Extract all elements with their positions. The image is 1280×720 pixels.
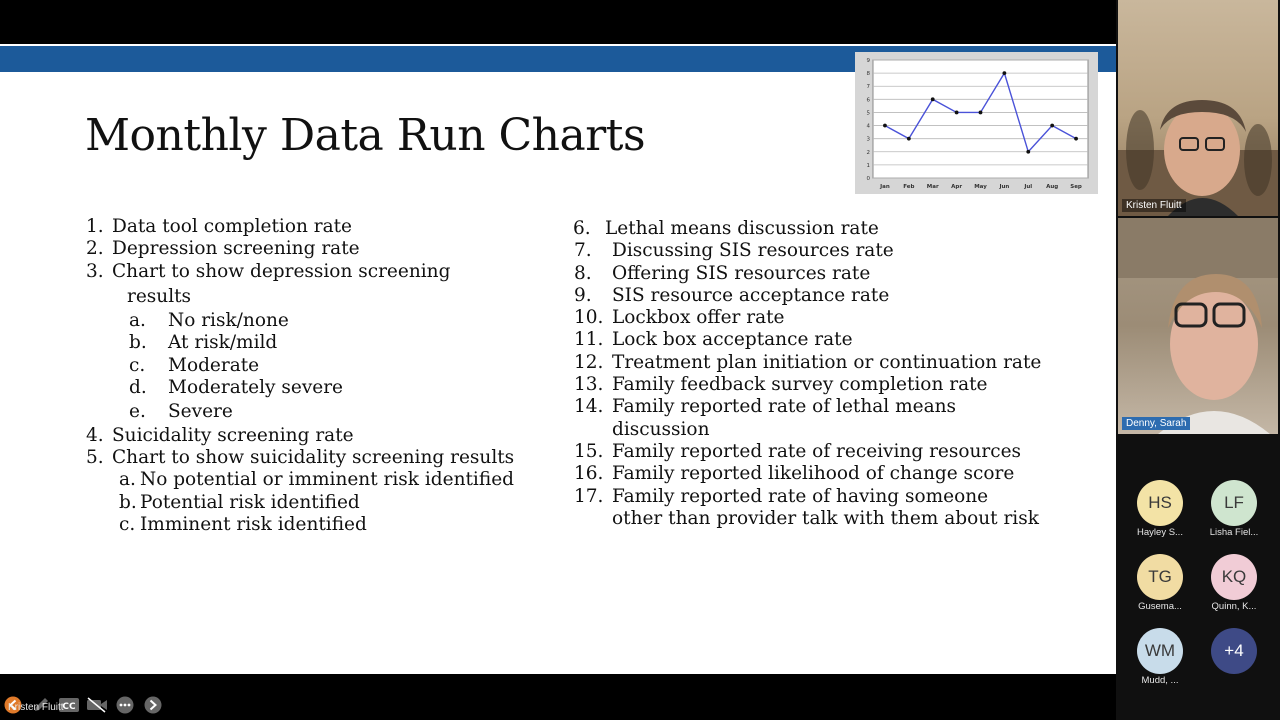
item-text: Offering SIS resources rate [612, 262, 871, 284]
y-tick-label: 9 [866, 58, 870, 64]
item-number: 14. [574, 396, 604, 418]
video-tile[interactable] [1118, 218, 1278, 434]
item-number: 11. [574, 329, 604, 351]
data-point [979, 111, 983, 115]
list-item-continuation: discussion [612, 418, 710, 440]
avatar-name: Gusema... [1138, 601, 1182, 612]
video-name-label: Denny, Sarah [1122, 417, 1190, 430]
item-text: Suicidality screening rate [112, 424, 354, 446]
item-text: Family reported rate of lethal means [612, 396, 957, 418]
y-tick-label: 1 [866, 162, 870, 169]
item-letter: c. [119, 513, 136, 535]
left-metrics-list [86, 216, 556, 536]
list-item [574, 307, 1094, 329]
list-item [86, 238, 556, 260]
item-text: SIS resource acceptance rate [612, 284, 890, 306]
y-tick-label: 4 [866, 123, 870, 130]
item-letter: c. [129, 354, 146, 376]
item-text: No potential or imminent risk identified [140, 469, 514, 491]
sub-list-item [129, 401, 556, 423]
cc-label: CC [62, 702, 76, 712]
item-text: Family reported rate of receiving resources [612, 440, 1022, 462]
item-letter: a. [129, 310, 146, 332]
list-item [574, 486, 1094, 508]
item-number: 2. [86, 238, 104, 260]
sub-list-item [119, 514, 556, 536]
avatar-initials: +4 [1211, 628, 1257, 674]
video-name-label: Kristen Fluitt [1122, 199, 1186, 212]
item-number: 10. [574, 307, 604, 329]
right-metrics-list [574, 218, 1094, 530]
presenter-name: Kristen Fluitt [8, 702, 64, 713]
sub-list-item [129, 377, 556, 399]
item-number: 12. [574, 351, 604, 373]
item-text: Data tool completion rate [112, 216, 353, 237]
list-item [574, 329, 1094, 351]
video-off-icon[interactable] [86, 694, 108, 716]
item-number: 17. [574, 485, 604, 507]
video-tile[interactable] [1118, 0, 1278, 216]
list-item [574, 374, 1094, 396]
item-text: Severe [168, 401, 233, 423]
item-letter: b. [119, 491, 137, 513]
list-item [574, 285, 1094, 307]
item-number: 9. [574, 284, 592, 306]
x-tick-label: May [974, 184, 987, 190]
item-text: Lock box acceptance rate [612, 329, 853, 351]
data-point [1002, 71, 1006, 75]
item-text: Moderate [168, 354, 260, 376]
y-tick-label: 8 [866, 71, 870, 78]
list-item [86, 216, 556, 238]
item-text: Family reported rate of having someone [612, 485, 989, 507]
x-tick-label: Sep [1070, 184, 1082, 190]
item-text: Family reported likelihood of change score [612, 463, 1015, 485]
item-text: Chart to show suicidality screening results [112, 446, 515, 468]
y-tick-label: 3 [866, 136, 870, 143]
item-number: 3. [86, 260, 104, 282]
item-number: 7. [574, 240, 592, 262]
list-item [574, 263, 1094, 285]
avatar-initials: WM [1137, 628, 1183, 674]
y-tick-label: 2 [866, 149, 870, 156]
y-tick-label: 5 [866, 110, 870, 117]
avatar-name: Hayley S... [1137, 527, 1183, 538]
list-item [574, 463, 1094, 485]
participant-avatar[interactable] [1124, 554, 1196, 612]
item-text: No risk/none [168, 310, 289, 332]
x-tick-label: Feb [903, 184, 915, 190]
item-text: Chart to show depression screening [112, 260, 451, 282]
list-item [574, 441, 1094, 463]
y-tick-label: 7 [866, 84, 870, 91]
avatar-initials: LF [1211, 480, 1257, 526]
participant-panel [1116, 0, 1280, 720]
participant-avatar[interactable] [1198, 554, 1270, 612]
data-point [1074, 137, 1078, 141]
item-number: 8. [574, 262, 592, 284]
item-letter: e. [129, 401, 146, 423]
sub-list-item [129, 310, 556, 332]
data-point [931, 97, 935, 101]
avatar-name: Lisha Fiel... [1209, 527, 1259, 538]
sub-list-item [129, 355, 556, 377]
data-point [1026, 150, 1030, 154]
item-text: Lockbox offer rate [612, 307, 785, 329]
plot-area [873, 60, 1088, 178]
slide-title: Monthly Data Run Charts [85, 110, 646, 161]
item-number: 5. [86, 446, 104, 468]
list-item [574, 352, 1094, 374]
item-letter: a. [119, 469, 136, 491]
sub-list-item [119, 492, 556, 514]
avatar-initials: KQ [1211, 554, 1257, 600]
avatar-name: Mudd, ... [1141, 675, 1179, 686]
list-item [86, 261, 556, 283]
item-text: Moderately severe [168, 377, 344, 399]
participant-avatar[interactable] [1198, 480, 1270, 538]
item-number: 1. [86, 216, 104, 237]
item-text: Potential risk identified [140, 491, 360, 513]
participant-avatar[interactable] [1124, 480, 1196, 538]
item-text: Depression screening rate [112, 238, 360, 260]
y-tick-label: 0 [866, 176, 870, 182]
item-text: At risk/mild [168, 332, 278, 354]
participant-avatar[interactable] [1124, 628, 1196, 686]
list-item-continuation: other than provider talk with them about risk [612, 507, 1039, 529]
forward-arrow-icon[interactable] [142, 694, 164, 716]
avatar-initials: HS [1137, 480, 1183, 526]
run-chart-thumbnail [855, 52, 1098, 194]
item-number: 16. [574, 463, 604, 485]
x-tick-label: Jul [1024, 184, 1033, 190]
list-item [574, 396, 1094, 418]
participant-video [1118, 218, 1278, 434]
item-number: 13. [574, 374, 604, 396]
data-point [907, 137, 911, 141]
x-tick-label: Aug [1046, 184, 1059, 190]
list-item-continuation: results [127, 285, 192, 307]
list-item [573, 218, 1094, 240]
data-point [955, 111, 959, 115]
data-point [883, 124, 887, 128]
list-item [86, 425, 556, 447]
avatar-name: Quinn, K... [1211, 601, 1257, 612]
list-item [86, 447, 556, 469]
item-text: Family feedback survey completion rate [612, 374, 988, 396]
participant-video [1118, 0, 1278, 216]
item-text: Discussing SIS resources rate [612, 240, 894, 262]
item-letter: d. [129, 377, 147, 399]
more-icon[interactable] [114, 694, 136, 716]
item-text: Imminent risk identified [140, 513, 367, 535]
item-letter: b. [129, 332, 147, 354]
sub-list-item [119, 469, 556, 491]
item-number: 15. [574, 440, 604, 462]
x-tick-label: Mar [926, 184, 939, 190]
data-point [1050, 124, 1054, 128]
run-chart-svg [855, 52, 1098, 194]
item-number: 4. [86, 424, 104, 446]
x-tick-label: Apr [951, 184, 963, 190]
avatar-initials: TG [1137, 554, 1183, 600]
x-tick-label: Jun [999, 184, 1010, 190]
item-text: Treatment plan initiation or continuation rate [612, 351, 1042, 373]
x-tick-label: Jan [880, 184, 890, 190]
sub-list-item [129, 332, 556, 354]
item-number: 6. [573, 218, 591, 239]
item-text: Lethal means discussion rate [605, 218, 879, 239]
participant-avatar[interactable] [1198, 628, 1270, 675]
list-item [574, 240, 1094, 262]
y-tick-label: 6 [866, 97, 870, 104]
